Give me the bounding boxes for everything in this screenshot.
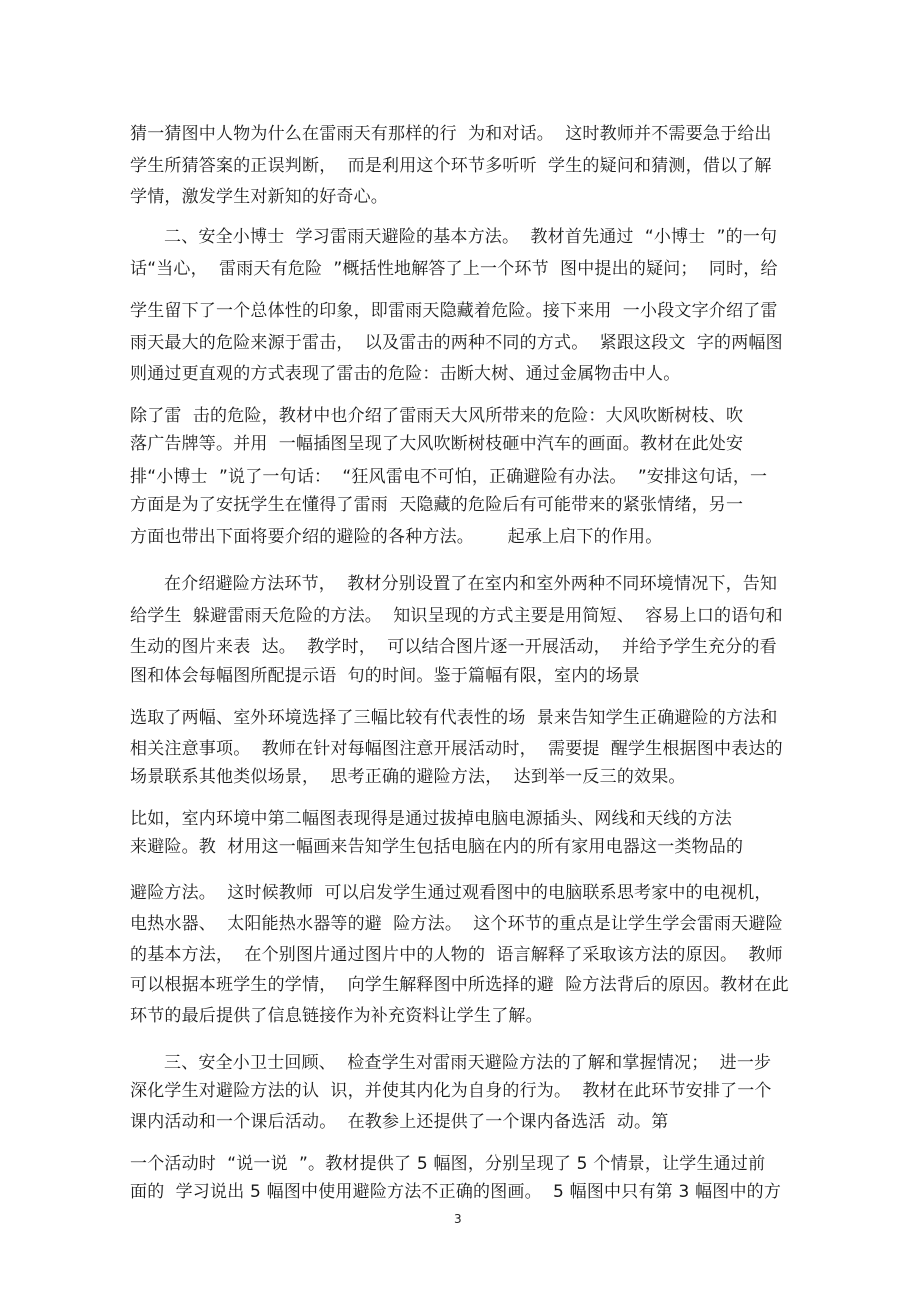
text-line: 避险方法。 这时候教师 可以启发学生通过观看图中的电脑联系思考家中的电视机， [130,883,772,903]
text-line: 学生所猜答案的正误判断， 而是利用这个环节多听听 学生的疑问和猜测，借以了解 [130,156,772,176]
text-line: 相关注意事项。 教师在针对每幅图注意开展活动时， 需要提 醒学生根据图中表达的 [130,739,783,759]
text-line: 三、安全小卫士回顾、 检查学生对雷雨天避险方法的了解和掌握情况； 进一步 [164,1053,772,1073]
text-line: 电热水器、 太阳能热水器等的避 险方法。 这个环节的重点是让学生学会雷雨天避险 [130,914,783,934]
text-line: 猜一猜图中人物为什么在雷雨天有那样的行 为和对话。 这时教师并不需要急于给出 [130,124,772,144]
text-line: 比如，室内环境中第二幅图表现得是通过拔掉电脑电源插头、网线和天线的方法 [130,809,732,829]
text-line: 学情，激发学生对新知的好奇心。 [130,187,388,207]
text-line: 话“当心， 雷雨天有危险 ”概括性地解答了上一个环节 图中提出的疑问； 同时，给 [130,259,778,279]
text-line: 选取了两幅、室外环境选择了三幅比较有代表性的场 景来告知学生正确避险的方法和 [130,708,778,728]
text-line: 除了雷 击的危险，教材中也介绍了雷雨天大风所带来的危险：大风吹断树枝、吹 [130,406,744,426]
text-line: 环节的最后提供了信息链接作为补充资料让学生了解。 [130,1006,543,1026]
text-line: 落广告牌等。并用 一幅插图呈现了大风吹断树枝砸中汽车的画面。教材在此处安 [130,434,744,454]
text-line: 来避险。教 材用这一幅画来告知学生包括电脑在内的所有家用电器这一类物品的 [130,837,744,857]
text-line: 深化学生对避险方法的认 识，并使其内化为自身的行为。 教材在此环节安排了一个 [130,1081,772,1101]
text-line: 可以根据本班学生的学情， 向学生解释图中所选择的避 险方法背后的原因。教材在此 [130,975,789,995]
text-line: 排“小博士 ”说了一句话： “狂风雷电不可怕，正确避险有办法。 ”安排这句话，一 [130,467,768,487]
page-number: 3 [454,1212,462,1226]
text-line: 则通过更直观的方式表现了雷击的危险：击断大树、通过金属物击中人。 [130,364,681,384]
text-line: 学生留下了一个总体性的印象，即雷雨天隐藏着危险。接下来用 一小段文字介绍了雷 [130,301,778,321]
text-line: 在介绍避险方法环节， 教材分别设置了在室内和室外两种不同环境情况下，告知 [164,574,778,594]
text-line: 方面也带出下面将要介绍的避险的各种方法。 起承上启下的作用。 [130,527,663,547]
text-line: 给学生 躲避雷雨天危险的方法。 知识呈现的方式主要是用简短、 容易上口的语句和 [130,606,783,626]
text-line: 场景联系其他类似场景， 思考正确的避险方法， 达到举一反三的效果。 [130,767,686,787]
text-line: 生动的图片来表 达。 教学时， 可以结合图片逐一开展活动， 并给予学生充分的看 [130,637,777,657]
text-line: 雨天最大的危险来源于雷击， 以及雷击的两种不同的方式。 紧跟这段文 字的两幅图 [130,333,783,353]
text-line: 面的 学习说出 5 幅图中使用避险方法不正确的图画。 5 幅图中只有第 3 幅图中的方 [130,1182,782,1202]
text-line: 的基本方法， 在个别图片通过图片中的人物的 语言解释了采取该方法的原因。 教师 [130,945,783,965]
text-line: 一个活动时 “说一说 ”。教材提供了 5 幅图，分别呈现了 5 个情景，让学生通过前 [130,1154,766,1174]
text-line: 图和体会每幅图所配提示语 句的时间。鉴于篇幅有限，室内的场景 [130,666,641,686]
text-line: 课内活动和一个课后活动。 在教参上还提供了一个课内备选活 动。第 [130,1112,669,1132]
text-line: 二、安全小博士 学习雷雨天避险的基本方法。 教材首先通过 “小博士 ”的一句 [164,227,778,247]
text-line: 方面是为了安抚学生在懂得了雷雨 天隐藏的危险后有可能带来的紧张情绪，另一 [130,495,744,515]
